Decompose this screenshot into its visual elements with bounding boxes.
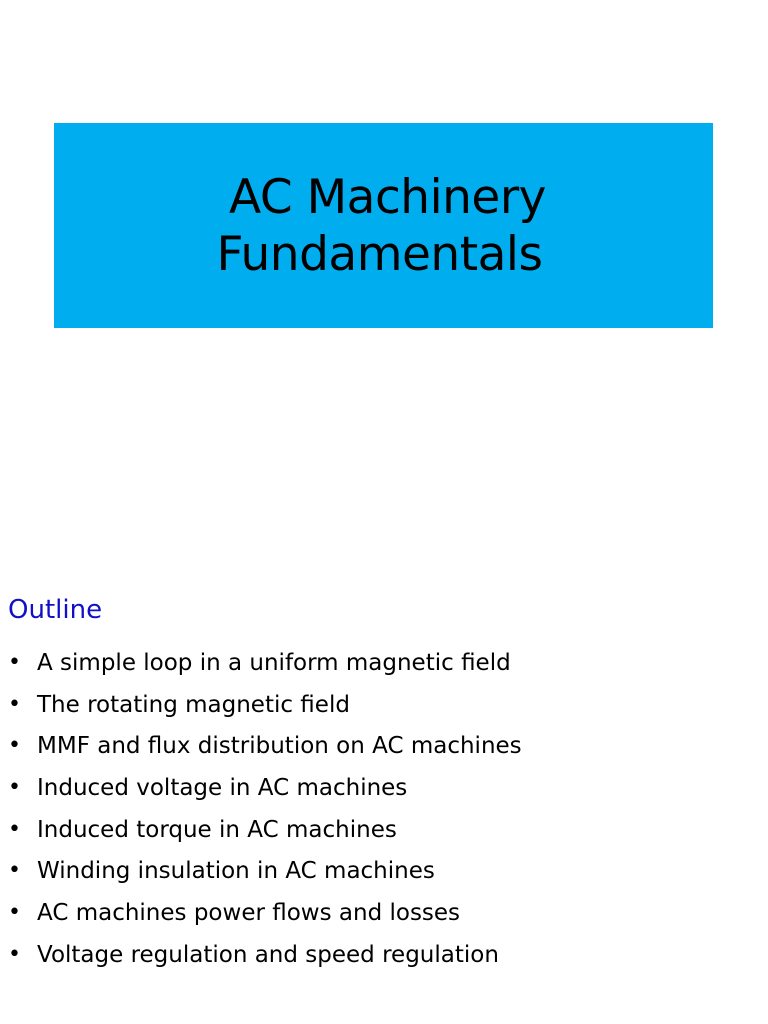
bullet-icon: •	[8, 900, 21, 926]
list-item-text: The rotating magnetic field	[37, 691, 350, 718]
list-item-text: Induced torque in AC machines	[37, 816, 397, 843]
bullet-icon: •	[8, 650, 21, 675]
list-item-text: MMF and flux distribution on AC machines	[37, 733, 522, 760]
list-item-text: Winding insulation in AC machines	[37, 858, 435, 885]
bullet-icon: •	[8, 941, 21, 967]
bullet-icon: •	[8, 816, 21, 842]
list-item-text: Voltage regulation and speed regulation	[37, 941, 499, 968]
list-item-text: AC machines power flows and losses	[37, 900, 461, 927]
bullet-icon: •	[8, 775, 21, 801]
title-line-1: AC Machinery	[229, 169, 546, 225]
list-item-text: Induced voltage in AC machines	[37, 775, 408, 802]
title-banner	[54, 123, 713, 328]
outline-heading: Outline	[8, 595, 103, 625]
bullet-icon: •	[8, 733, 21, 759]
bullet-icon: •	[8, 858, 21, 884]
list-item-text: A simple loop in a uniform magnetic field	[37, 650, 511, 676]
title-line-2: Fundamentals	[216, 226, 543, 282]
bullet-icon: •	[8, 691, 21, 717]
